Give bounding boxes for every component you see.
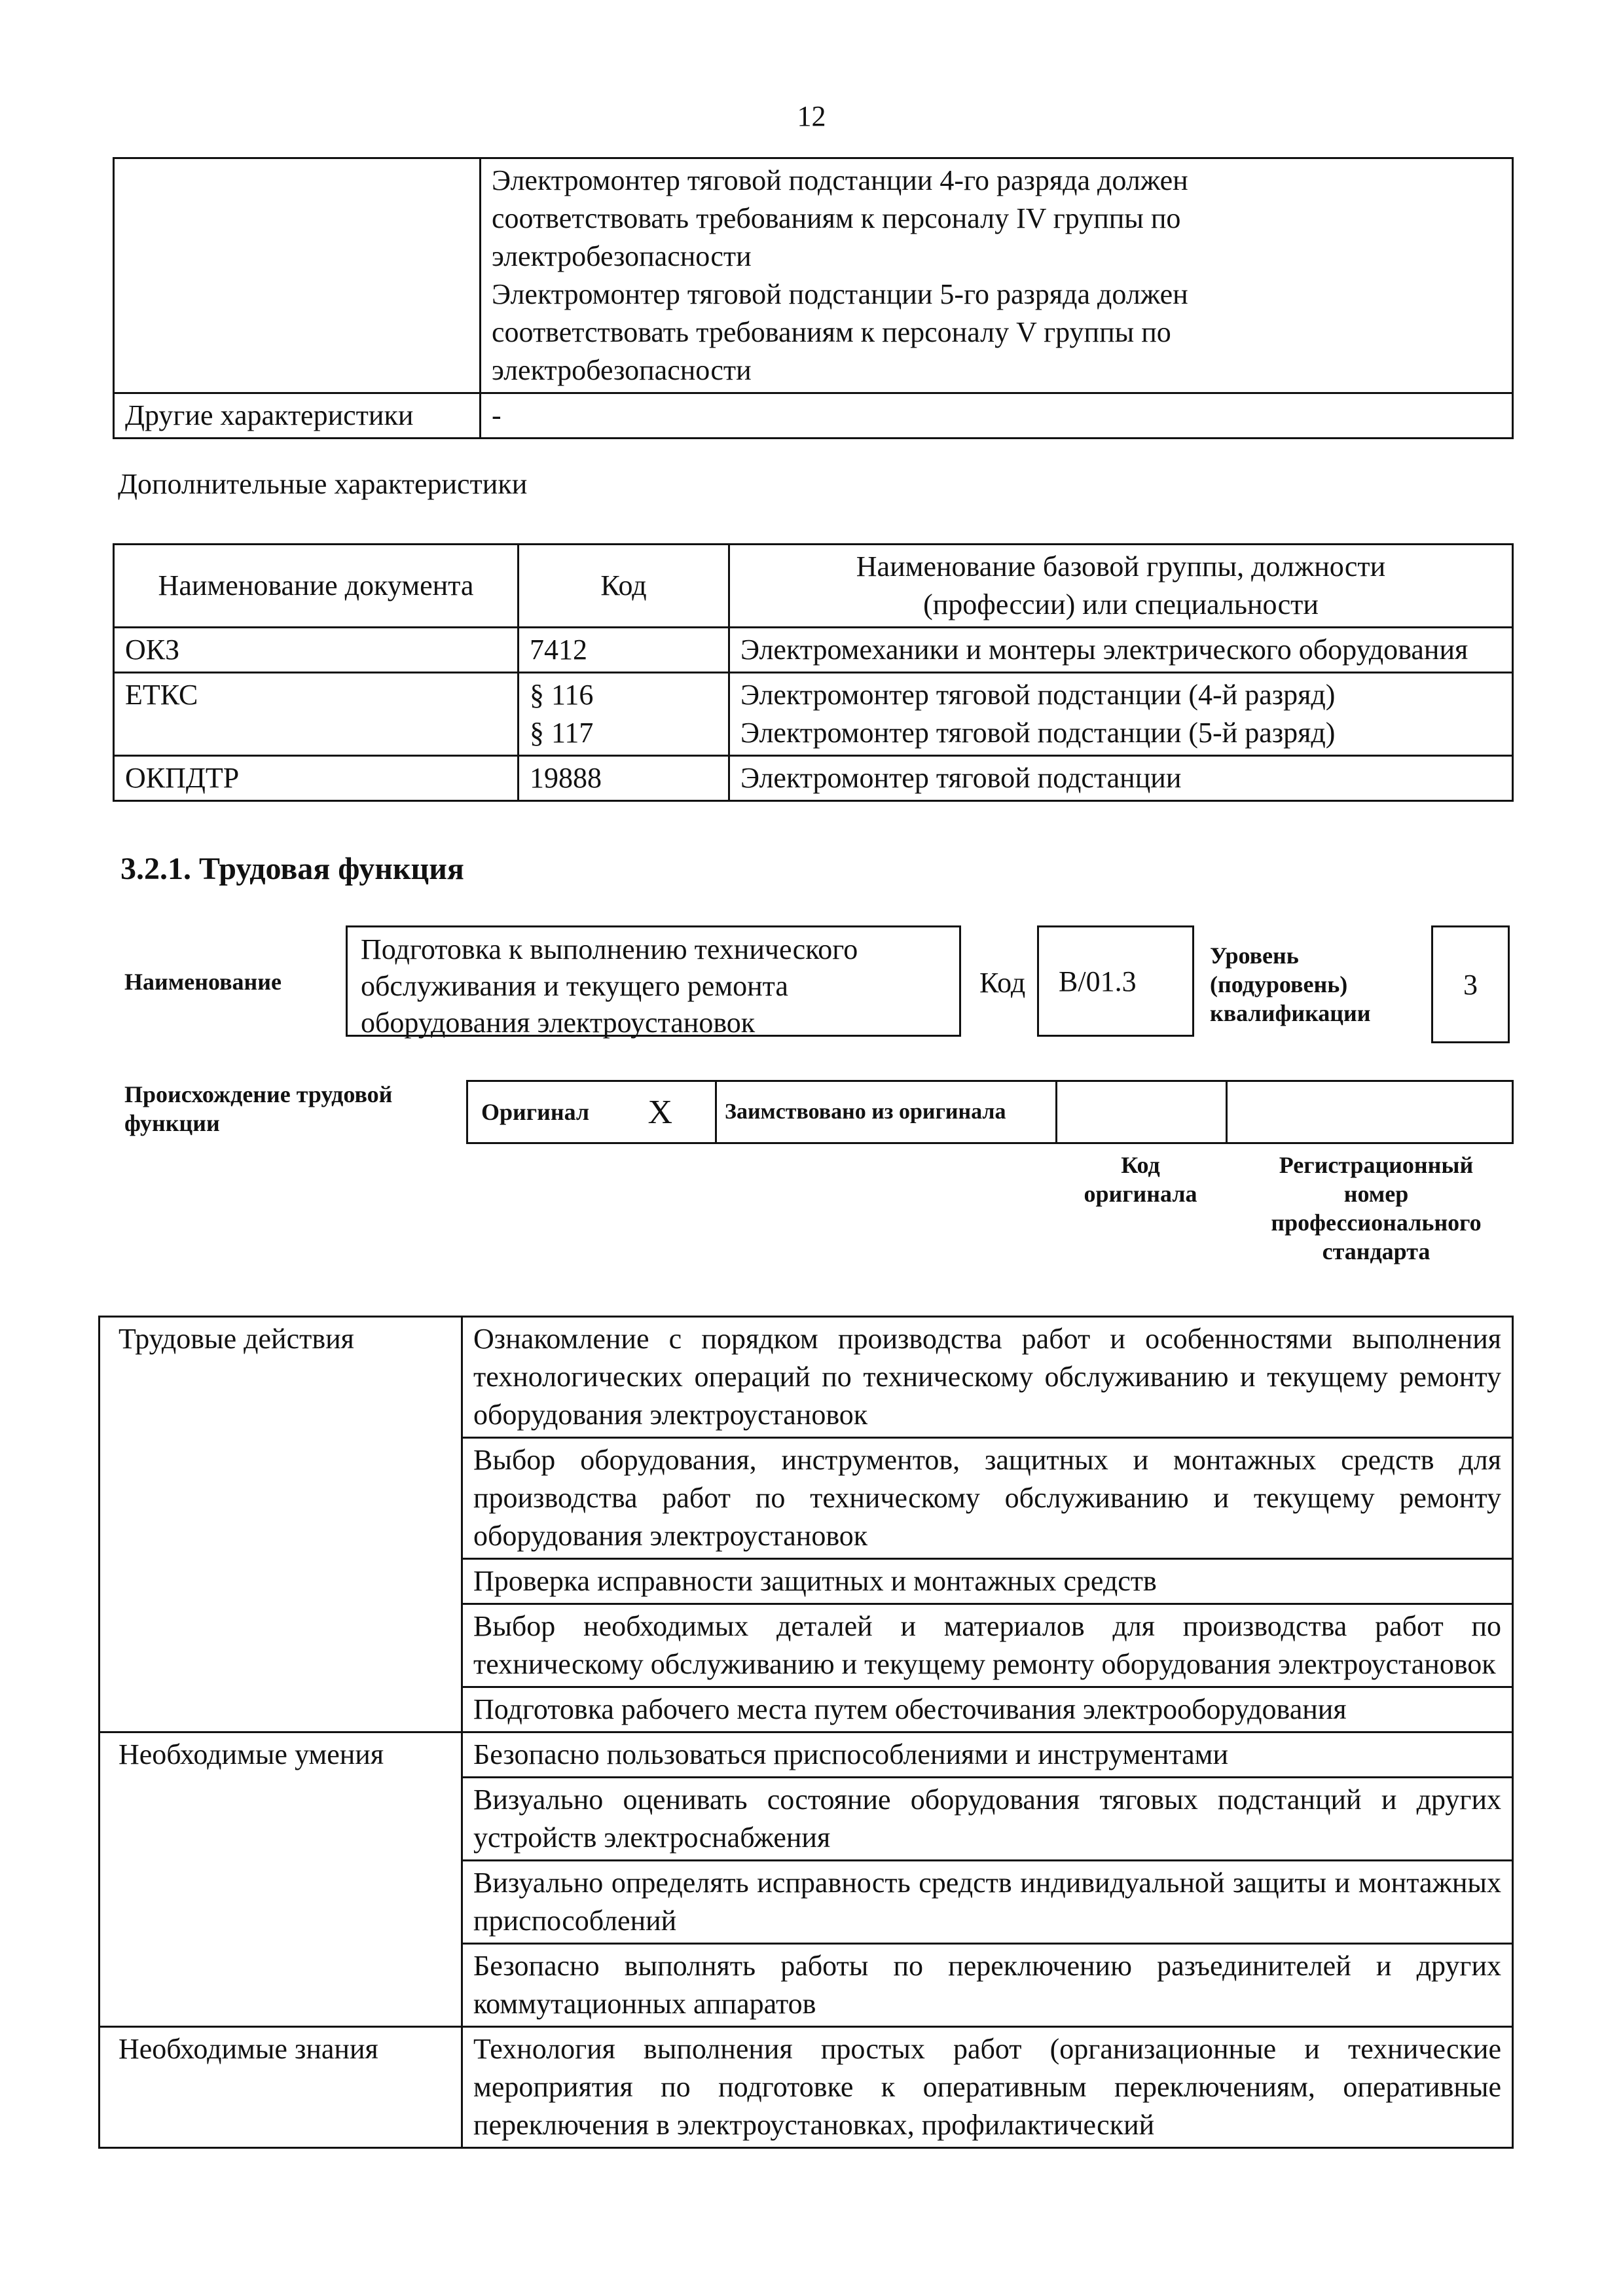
page-number: 12 — [797, 100, 826, 132]
code-cell: 19888 — [519, 756, 729, 801]
work-action-item: Выбор оборудования, инструментов, защитных и монтажных средств для производства работ по техническому обслуживанию и текущему ремонту оборудования электроустановок — [462, 1438, 1513, 1559]
work-action-item: Выбор необходимых деталей и материалов для производства работ по техническому обслуживанию и текущему ремонту оборудования электроустановок — [462, 1604, 1513, 1687]
function-code-label: Код — [979, 967, 1026, 999]
base-group-cell: Электромонтер тяговой подстанции (4-й разряд) Электромонтер тяговой подстанции (5-й разряд) — [729, 673, 1513, 756]
original-mark: X — [625, 1081, 716, 1143]
column-header-document: Наименование документа — [114, 545, 519, 628]
column-header-code: Код — [519, 545, 729, 628]
table-row — [114, 393, 1513, 439]
other-characteristics-label: Другие характеристики — [114, 393, 481, 439]
table-row — [114, 756, 1513, 801]
table-row — [114, 673, 1513, 756]
knowledge-item: Технология выполнения простых работ (организационные и технические мероприятия по подготовке к оперативным переключениям, оперативные переключения в электроустановках, профилактический — [462, 2027, 1513, 2148]
qualification-level-box: 3 — [1431, 925, 1510, 1043]
work-action-item: Ознакомление с порядком производства работ и особенностями выполнения технологических операций по техническому обслуживанию и текущему ремонту оборудования электроустановок — [462, 1317, 1513, 1438]
document-cell: ЕТКС — [114, 673, 519, 756]
work-function-heading: 3.2.1. Трудовая функция — [120, 852, 464, 886]
column-header-base-group: Наименование базовой группы, должности (профессии) или специальности — [729, 545, 1513, 628]
code-cell: § 116 § 117 — [519, 673, 729, 756]
required-knowledge-label: Необходимые знания — [100, 2027, 462, 2148]
borrowed-label: Заимствовано из оригинала — [716, 1081, 1057, 1143]
other-characteristics-value: - — [481, 393, 1513, 439]
document-cell: ОКПДТР — [114, 756, 519, 801]
work-action-item: Подготовка рабочего места путем обесточивания электрооборудования — [462, 1687, 1513, 1732]
electrical-safety-requirements: Электромонтер тяговой подстанции 4-го разряда должен соответствовать требованиям к персоналу IV группы по электробезопасности Электромонтер тяговой подстанции 5-го разряда должен соответствовать требованиям к персоналу V группы по электробезопасности — [481, 158, 1513, 393]
table-row — [100, 2027, 1513, 2148]
table-header-row — [114, 545, 1513, 628]
function-name-box: Подготовка к выполнению технического обслуживания и текущего ремонта оборудования электроустановок — [346, 925, 961, 1037]
original-code-cell — [1057, 1081, 1227, 1143]
work-actions-label: Трудовые действия — [100, 1317, 462, 1732]
table-row — [114, 158, 1513, 393]
qualification-requirements-table — [113, 157, 1514, 439]
code-cell: 7412 — [519, 628, 729, 673]
work-action-item: Проверка исправности защитных и монтажных средств — [462, 1559, 1513, 1604]
table-row — [467, 1081, 1513, 1143]
skill-item: Безопасно выполнять работы по переключению разъединителей и других коммутационных аппаратов — [462, 1944, 1513, 2027]
function-name-label: Наименование — [124, 969, 282, 995]
table-row — [100, 1317, 1513, 1438]
skill-item: Визуально определять исправность средств индивидуальной защиты и монтажных приспособлений — [462, 1861, 1513, 1944]
additional-characteristics-heading: Дополнительные характеристики — [118, 468, 528, 500]
qualification-level-label: Уровень (подуровень) квалификации — [1210, 942, 1371, 1026]
skill-item: Безопасно пользоваться приспособлениями и инструментами — [462, 1732, 1513, 1778]
function-origin-label: Происхождение трудовой функции — [124, 1081, 393, 1136]
document-cell: ОКЗ — [114, 628, 519, 673]
function-origin-table — [466, 1080, 1514, 1144]
required-skills-label: Необходимые умения — [100, 1732, 462, 2027]
base-group-cell: Электромеханики и монтеры электрического оборудования — [729, 628, 1513, 673]
work-function-details-table — [98, 1316, 1514, 2149]
original-code-caption: Код оригинала — [1084, 1152, 1197, 1207]
empty-cell — [114, 158, 481, 393]
table-row — [100, 1732, 1513, 1778]
registration-number-caption: Регистрационный номер профессионального стандарта — [1271, 1152, 1482, 1265]
additional-characteristics-table — [113, 543, 1514, 802]
skill-item: Визуально оценивать состояние оборудования тяговых подстанций и других устройств электроснабжения — [462, 1778, 1513, 1861]
registration-number-cell — [1227, 1081, 1513, 1143]
function-code-box: B/01.3 — [1037, 925, 1194, 1037]
original-label: Оригинал — [467, 1081, 625, 1143]
table-row — [114, 628, 1513, 673]
base-group-cell: Электромонтер тяговой подстанции — [729, 756, 1513, 801]
